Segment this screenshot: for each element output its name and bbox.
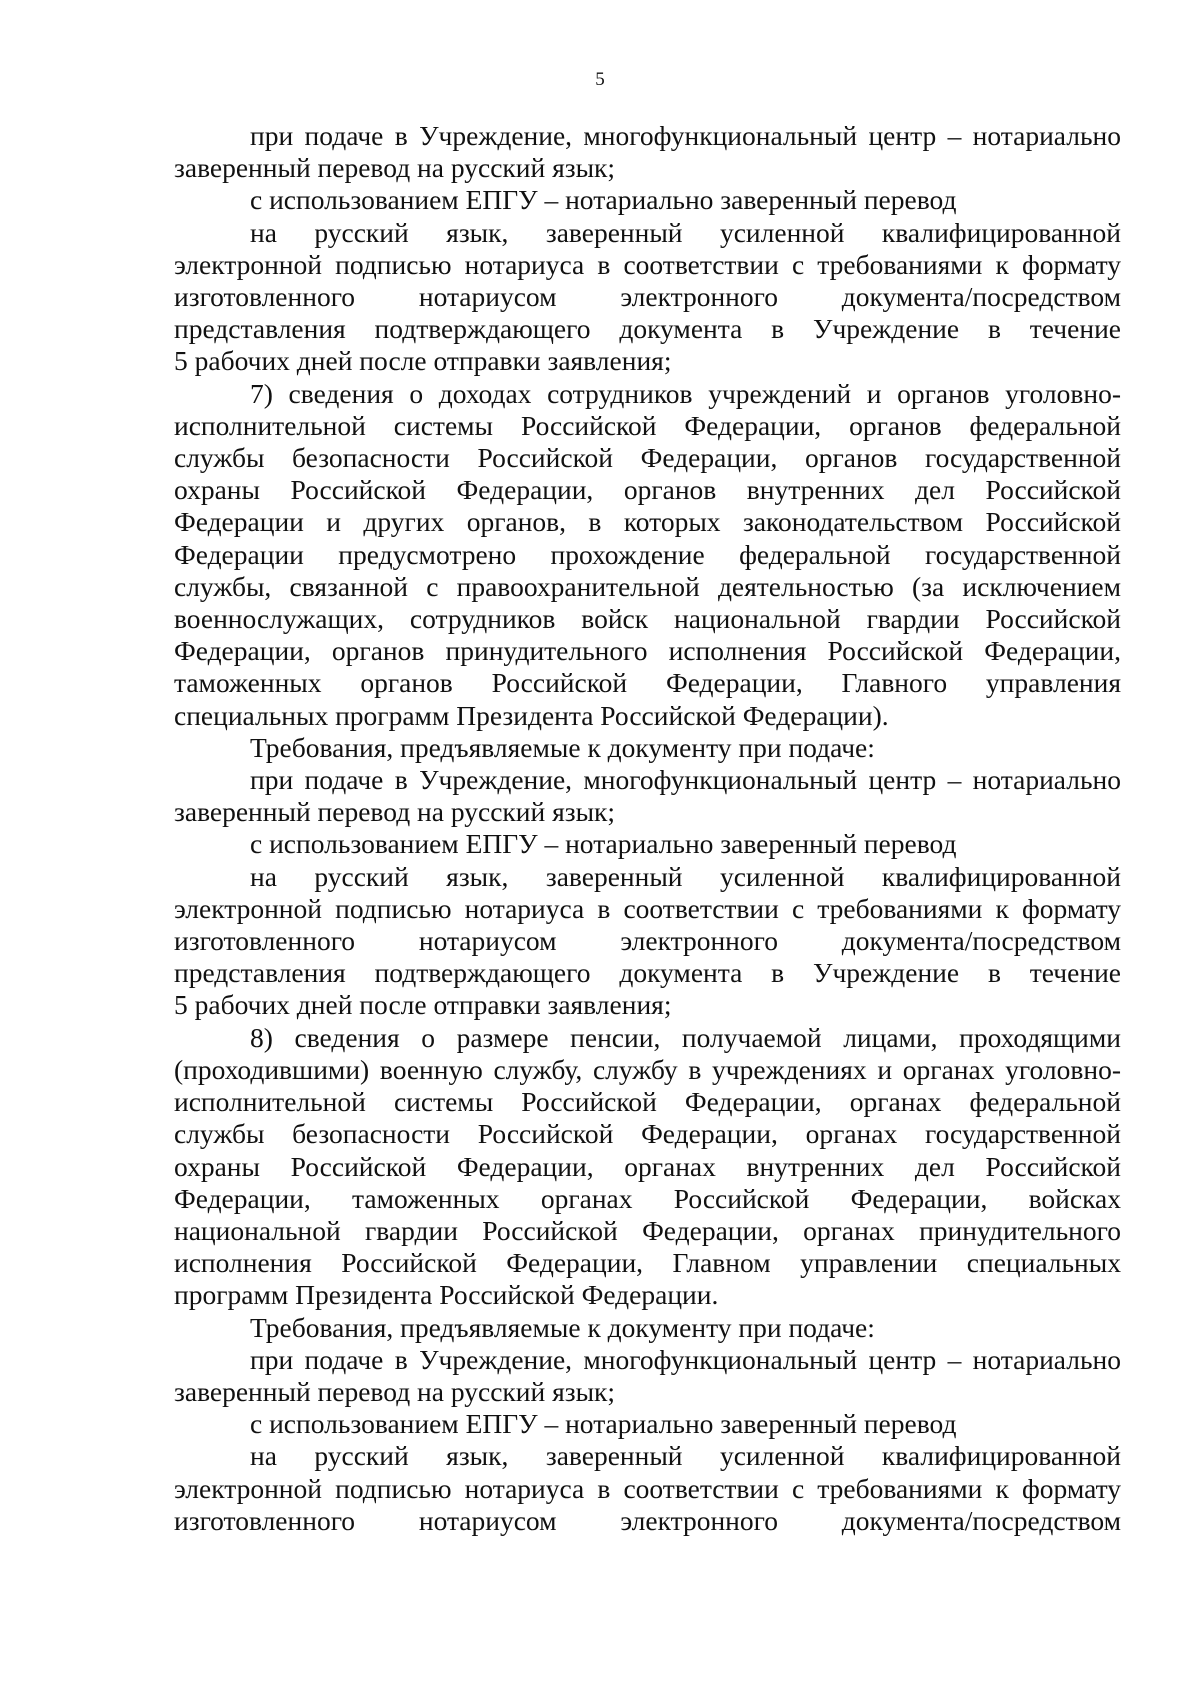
text-line: 5 рабочих дней после отправки заявления; bbox=[174, 345, 672, 377]
text-line: охраны Российской Федерации, органах внутренних дел Российской bbox=[174, 1150, 1121, 1182]
text-line: при подаче в Учреждение, многофункциональный центр – нотариально bbox=[250, 120, 1121, 151]
text-line: охраны Российской Федерации, органов внутренних дел Российской bbox=[174, 474, 1121, 506]
document-body bbox=[174, 120, 1121, 1537]
page-number: 5 bbox=[595, 69, 605, 90]
text-line: службы безопасности Российской Федерации, органах государственной bbox=[174, 1118, 1121, 1150]
text-line: на русский язык, заверенный усиленной квалифицированной bbox=[250, 216, 1121, 248]
paragraph-item-7-income bbox=[174, 378, 1121, 732]
text-line: Федерации, органов принудительного исполнения Российской Федерации, bbox=[174, 635, 1121, 667]
text-line: Федерации предусмотрено прохождение федеральной государственной bbox=[174, 538, 1121, 570]
text-line: 8) сведения о размере пенсии, получаемой лицами, проходящими bbox=[250, 1021, 1121, 1053]
text-line: электронной подписью нотариуса в соответствии с требованиями к формату bbox=[174, 1472, 1121, 1504]
text-line: военнослужащих, сотрудников войск национальной гвардии Российской bbox=[174, 603, 1121, 635]
text-line: с использованием ЕПГУ – нотариально заверенный перевод bbox=[250, 828, 957, 860]
paragraph-item-8-pension bbox=[174, 1022, 1121, 1312]
paragraph-epgu-translation-3 bbox=[174, 1408, 1121, 1537]
text-line: специальных программ Президента Российской Федерации). bbox=[174, 699, 889, 731]
text-line: электронной подписью нотариуса в соответствии с требованиями к формату bbox=[174, 892, 1121, 924]
text-line: национальной гвардии Российской Федерации, органах принудительного bbox=[174, 1214, 1121, 1246]
text-line: изготовленного нотариусом электронного документа/посредством bbox=[174, 925, 1121, 957]
text-line: на русский язык, заверенный усиленной квалифицированной bbox=[250, 860, 1121, 892]
paragraph-submission-institution-2 bbox=[174, 764, 1121, 828]
text-line: заверенный перевод на русский язык; bbox=[174, 152, 616, 184]
text-line: службы, связанной с правоохранительной деятельностью (за исключением bbox=[174, 570, 1121, 602]
text-line: программ Президента Российской Федерации. bbox=[174, 1279, 719, 1311]
text-line: исполнительной системы Российской Федерации, органов федеральной bbox=[174, 409, 1121, 441]
text-line: таможенных органов Российской Федерации, Главного управления bbox=[174, 667, 1121, 699]
text-line: представления подтверждающего документа в Учреждение в течение bbox=[174, 957, 1121, 989]
text-line: исполнения Российской Федерации, Главном управлении специальных bbox=[174, 1247, 1121, 1279]
text-line: 7) сведения о доходах сотрудников учреждений и органов уголовно- bbox=[250, 377, 1121, 409]
text-line: с использованием ЕПГУ – нотариально заверенный перевод bbox=[250, 1408, 957, 1440]
text-line: Требования, предъявляемые к документу при подаче: bbox=[250, 1311, 875, 1343]
text-line: изготовленного нотариусом электронного документа/посредством bbox=[174, 281, 1121, 313]
text-line: 5 рабочих дней после отправки заявления; bbox=[174, 989, 672, 1021]
paragraph-epgu-translation-2 bbox=[174, 828, 1121, 1021]
paragraph-epgu-translation-1 bbox=[174, 184, 1121, 377]
text-line: исполнительной системы Российской Федерации, органах федеральной bbox=[174, 1086, 1121, 1118]
text-line: Федерации, таможенных органах Российской Федерации, войсках bbox=[174, 1182, 1121, 1214]
text-line: электронной подписью нотариуса в соответствии с требованиями к формату bbox=[174, 248, 1121, 280]
text-line: на русский язык, заверенный усиленной квалифицированной bbox=[250, 1440, 1121, 1472]
text-line: (проходившими) военную службу, службу в учреждениях и органах уголовно- bbox=[174, 1053, 1121, 1085]
text-line: Федерации и других органов, в которых законодательством Российской bbox=[174, 506, 1121, 538]
paragraph-requirements-heading-2 bbox=[174, 1312, 1121, 1344]
text-line: при подаче в Учреждение, многофункциональный центр – нотариально bbox=[250, 1343, 1121, 1375]
text-line: при подаче в Учреждение, многофункциональный центр – нотариально bbox=[250, 764, 1121, 796]
text-line: Требования, предъявляемые к документу при подаче: bbox=[250, 731, 875, 763]
text-line: с использованием ЕПГУ – нотариально заверенный перевод bbox=[250, 184, 957, 216]
text-line: заверенный перевод на русский язык; bbox=[174, 1375, 616, 1407]
text-line: представления подтверждающего документа в Учреждение в течение bbox=[174, 313, 1121, 345]
paragraph-submission-institution-1 bbox=[174, 120, 1121, 184]
text-line: службы безопасности Российской Федерации, органов государственной bbox=[174, 442, 1121, 474]
paragraph-submission-institution-3 bbox=[174, 1344, 1121, 1408]
text-line: заверенный перевод на русский язык; bbox=[174, 796, 616, 828]
text-line: изготовленного нотариусом электронного документа/посредством bbox=[174, 1504, 1121, 1536]
paragraph-requirements-heading-1 bbox=[174, 732, 1121, 764]
